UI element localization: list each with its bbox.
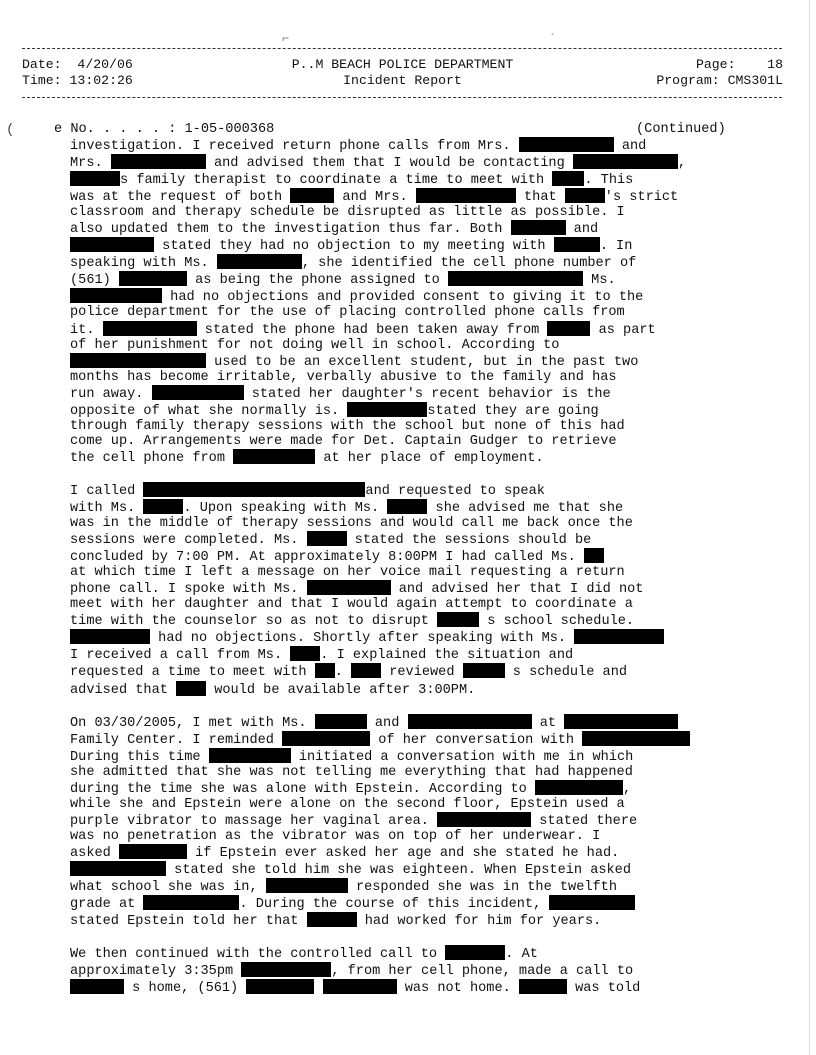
narrative-text: concluded by 7:00 PM. At approximately 8:00PM I had called Ms. bbox=[70, 550, 584, 566]
narrative-text: and bbox=[565, 222, 599, 238]
narrative-text: and requested to speak bbox=[365, 483, 545, 499]
narrative-text: at her place of employment. bbox=[315, 450, 544, 466]
narrative-text: stated the phone had been taken away from bbox=[196, 322, 548, 338]
narrative-line bbox=[70, 597, 770, 612]
redaction-block bbox=[290, 188, 334, 203]
narrative-text: as part bbox=[590, 322, 656, 338]
page-edge-shadow bbox=[809, 0, 810, 1055]
narrative-text: advised that bbox=[70, 682, 177, 698]
narrative-line bbox=[70, 449, 770, 466]
narrative-line bbox=[70, 979, 770, 996]
narrative-text: and advised them that I would be contacting bbox=[205, 156, 573, 172]
narrative-text: I received a call from Ms. bbox=[70, 648, 291, 664]
redaction-block bbox=[564, 714, 678, 729]
narrative-text: . Upon speaking with Ms. bbox=[183, 500, 388, 516]
narrative-line bbox=[70, 305, 770, 320]
narrative-text: police department for the use of placing controlled phone calls from bbox=[70, 305, 625, 321]
redaction-block bbox=[582, 731, 690, 746]
header-bottom-rule bbox=[22, 97, 782, 98]
narrative-line bbox=[70, 370, 770, 385]
redaction-block bbox=[241, 962, 331, 977]
narrative-line bbox=[70, 612, 770, 629]
narrative-text: . In bbox=[599, 239, 633, 255]
redaction-block bbox=[282, 731, 370, 746]
page-label: Page: bbox=[695, 57, 736, 72]
narrative-text: that bbox=[515, 190, 565, 206]
narrative-text: at which time I left a message on her voice mail requesting a return bbox=[70, 565, 625, 581]
narrative-line bbox=[70, 254, 770, 271]
narrative-line bbox=[70, 271, 770, 288]
redaction-block bbox=[584, 548, 604, 563]
redaction-block bbox=[143, 499, 183, 514]
narrative-text: with Ms. bbox=[70, 500, 144, 516]
redaction-block bbox=[307, 531, 347, 546]
narrative-text: and advised her that I did not bbox=[390, 582, 644, 598]
narrative-text: as being the phone assigned to bbox=[186, 273, 448, 289]
narrative-text: (561) bbox=[70, 273, 119, 289]
narrative-line bbox=[70, 205, 770, 220]
narrative-line bbox=[70, 829, 770, 844]
redaction-block bbox=[574, 629, 664, 644]
redaction-block bbox=[70, 353, 206, 368]
narrative-line bbox=[70, 681, 770, 698]
redaction-block bbox=[437, 812, 531, 827]
narrative-line bbox=[70, 338, 770, 353]
narrative-text: responded she was in the twelfth bbox=[347, 880, 617, 896]
narrative-text: classroom and therapy schedule be disrupted as little as possible. I bbox=[70, 205, 625, 221]
redaction-block bbox=[351, 663, 381, 678]
redaction-block bbox=[70, 629, 150, 644]
case-number: e No. . . . . : 1-05-000368 bbox=[54, 122, 275, 137]
narrative-line bbox=[70, 945, 770, 962]
date-label: Date: bbox=[22, 57, 62, 72]
narrative-text: also updated them to the investigation thus far. Both bbox=[70, 222, 511, 238]
narrative-line bbox=[70, 288, 770, 305]
narrative-text: requested a time to meet with bbox=[70, 665, 315, 681]
narrative-text: Family Center. I reminded bbox=[70, 732, 283, 748]
redaction-block bbox=[152, 385, 244, 400]
narrative-line bbox=[70, 912, 770, 929]
narrative-line bbox=[70, 878, 770, 895]
narrative-text: time with the counselor so as not to disrupt bbox=[70, 614, 438, 630]
narrative-text bbox=[314, 981, 322, 996]
narrative-text: We then continued with the controlled call to bbox=[70, 947, 446, 963]
redaction-block bbox=[246, 979, 314, 994]
redaction-block bbox=[437, 612, 479, 627]
redaction-block bbox=[463, 663, 505, 678]
redaction-block bbox=[217, 254, 302, 269]
redaction-block bbox=[70, 171, 120, 186]
narrative-text: stated there bbox=[531, 813, 638, 829]
narrative-line bbox=[70, 434, 770, 449]
narrative-line bbox=[70, 531, 770, 548]
narrative-text: sessions were completed. Ms. bbox=[70, 533, 307, 549]
narrative-text: . This bbox=[584, 173, 634, 189]
narrative-line bbox=[70, 629, 770, 646]
department-name: P..M BEACH POLICE DEPARTMENT bbox=[291, 57, 514, 72]
redaction-block bbox=[103, 321, 197, 336]
narrative-text: s school schedule. bbox=[479, 614, 635, 630]
narrative-text: at bbox=[531, 715, 565, 731]
narrative-text: s family therapist to coordinate a time to meet with bbox=[120, 173, 553, 189]
narrative-line bbox=[70, 731, 770, 748]
narrative-text: she admitted that she was not telling me everything that had happened bbox=[70, 764, 633, 780]
narrative-text: On 03/30/2005, I met with Ms. bbox=[70, 715, 315, 731]
redaction-block bbox=[448, 271, 583, 286]
redaction-block bbox=[408, 714, 532, 729]
narrative-line bbox=[70, 137, 770, 154]
header-date-time bbox=[22, 57, 133, 88]
narrative-text: s schedule and bbox=[504, 665, 628, 681]
narrative-text: stated she told him she was eighteen. When Epstein asked bbox=[166, 862, 631, 878]
scan-artifact-mark: ⌐ bbox=[282, 32, 290, 46]
redaction-block bbox=[416, 188, 516, 203]
redaction-block bbox=[290, 646, 320, 661]
narrative-text: and Mrs. bbox=[334, 190, 416, 206]
narrative-text: was not home. bbox=[396, 981, 519, 997]
narrative-line bbox=[70, 580, 770, 597]
redaction-block bbox=[307, 580, 391, 595]
time-label: Time: bbox=[22, 72, 62, 88]
narrative-line bbox=[70, 812, 770, 829]
redaction-block bbox=[119, 844, 187, 859]
narrative-text: of her conversation with bbox=[370, 732, 583, 748]
narrative-text: asked bbox=[70, 845, 119, 861]
redaction-block bbox=[315, 714, 367, 729]
redaction-block bbox=[315, 663, 335, 678]
narrative-text: months has become irritable, verbally abusive to the family and has bbox=[70, 369, 617, 385]
narrative-text: of her punishment for not doing well in school. According to bbox=[70, 337, 560, 353]
redaction-block bbox=[70, 237, 154, 252]
narrative-line bbox=[70, 663, 770, 680]
redaction-block bbox=[552, 171, 584, 186]
narrative-paragraph bbox=[70, 482, 770, 698]
date-value: 4/20/06 bbox=[77, 57, 133, 72]
narrative-text: purple vibrator to massage her vaginal area. bbox=[70, 813, 438, 829]
redaction-block bbox=[209, 748, 291, 763]
narrative-paragraph bbox=[70, 714, 770, 930]
redaction-block bbox=[119, 271, 187, 286]
narrative-text: investigation. I received return phone calls from Mrs. bbox=[70, 139, 519, 154]
narrative-line bbox=[70, 765, 770, 780]
redaction-block bbox=[549, 895, 635, 910]
narrative-text: stated the sessions should be bbox=[346, 533, 592, 549]
narrative-text: through family therapy sessions with the school but none of this had bbox=[70, 418, 625, 434]
narrative-text: what school she was in, bbox=[70, 880, 266, 896]
narrative-text: grade at bbox=[70, 897, 144, 913]
narrative-text: was at the request of both bbox=[70, 190, 291, 206]
narrative-text: , bbox=[622, 781, 632, 797]
redaction-block bbox=[445, 945, 505, 960]
narrative-text: opposite of what she normally is. bbox=[70, 403, 348, 419]
narrative-line bbox=[70, 220, 770, 237]
program-value: CMS301L bbox=[727, 72, 783, 88]
narrative-text: s home, (561) bbox=[124, 981, 247, 997]
narrative-text: , she identified the cell phone number of bbox=[301, 256, 637, 272]
narrative-text: I called bbox=[70, 483, 144, 499]
narrative-line bbox=[70, 402, 770, 419]
narrative-text: had worked for him for years. bbox=[356, 914, 602, 930]
narrative-text: was no penetration as the vibrator was on top of her underwear. I bbox=[70, 828, 601, 844]
redaction-block bbox=[307, 912, 357, 927]
narrative-text: approximately 3:35pm bbox=[70, 964, 242, 980]
narrative-text: she advised me that she bbox=[427, 500, 624, 516]
narrative-text: if Epstein ever asked her age and she stated he had. bbox=[186, 845, 620, 861]
redaction-block bbox=[387, 499, 427, 514]
redaction-block bbox=[519, 137, 614, 152]
narrative-text: had no objections and provided consent to giving it to the bbox=[162, 290, 644, 306]
narrative-line bbox=[70, 780, 770, 797]
page-number: 18 bbox=[767, 57, 783, 72]
narrative-text: , bbox=[677, 156, 687, 172]
redaction-block bbox=[143, 895, 239, 910]
narrative-line bbox=[70, 321, 770, 338]
redaction-block bbox=[547, 321, 590, 336]
redaction-block bbox=[573, 154, 678, 169]
narrative-line bbox=[70, 353, 770, 370]
redaction-block bbox=[111, 154, 206, 169]
narrative-text: stated they had no objection to my meeting with bbox=[154, 239, 554, 255]
narrative-line bbox=[70, 188, 770, 205]
narrative-text: speaking with Ms. bbox=[70, 256, 217, 272]
redaction-block bbox=[535, 780, 623, 795]
narrative-text: initiated a conversation with me in which bbox=[290, 749, 634, 765]
narrative-text: and bbox=[366, 715, 408, 731]
narrative-paragraph bbox=[70, 137, 770, 466]
narrative-text: run away. bbox=[70, 386, 152, 402]
narrative-text: During this time bbox=[70, 749, 209, 765]
redaction-block bbox=[323, 979, 397, 994]
redaction-block bbox=[70, 861, 166, 876]
narrative-text: was told bbox=[566, 981, 641, 997]
redaction-block bbox=[519, 979, 567, 994]
redaction-block bbox=[143, 482, 365, 497]
narrative-line bbox=[70, 895, 770, 912]
narrative-text: the cell phone from bbox=[70, 450, 234, 466]
narrative-text: . I explained the situation and bbox=[320, 648, 574, 664]
program-label: Program: bbox=[656, 72, 720, 88]
narrative-line bbox=[70, 748, 770, 765]
margin-mark: ( bbox=[6, 122, 15, 138]
narrative-line bbox=[70, 962, 770, 979]
report-narrative bbox=[70, 137, 770, 1012]
narrative-text: used to be an excellent student, but in the past two bbox=[206, 354, 639, 370]
redaction-block bbox=[176, 681, 206, 696]
narrative-line bbox=[70, 171, 770, 188]
narrative-text: meet with her daughter and that I would again attempt to coordinate a bbox=[70, 597, 633, 613]
narrative-text: . At bbox=[505, 947, 538, 963]
narrative-text: come up. Arrangements were made for Det. Captain Gudger to retrieve bbox=[70, 433, 617, 449]
narrative-text: would be available after 3:00PM. bbox=[206, 682, 476, 698]
narrative-line bbox=[70, 516, 770, 531]
narrative-text: while she and Epstein were alone on the second floor, Epstein used a bbox=[70, 796, 625, 812]
narrative-line bbox=[70, 154, 770, 171]
narrative-text: during the time she was alone with Epstein. According to bbox=[70, 781, 535, 797]
narrative-text: it. bbox=[70, 322, 103, 338]
narrative-paragraph bbox=[70, 945, 770, 996]
narrative-line bbox=[70, 844, 770, 861]
narrative-line bbox=[70, 482, 770, 499]
narrative-text: had no objections. Shortly after speaking with Ms. bbox=[150, 631, 575, 647]
narrative-line bbox=[70, 714, 770, 731]
header-department bbox=[245, 57, 560, 88]
redaction-block bbox=[565, 188, 605, 203]
narrative-text: Ms. bbox=[583, 273, 616, 289]
redaction-block bbox=[266, 878, 348, 893]
narrative-text: , from her cell phone, made a call to bbox=[331, 964, 634, 980]
narrative-text: stated her daughter's recent behavior is the bbox=[243, 386, 611, 402]
redaction-block bbox=[554, 237, 600, 252]
narrative-text: stated they are going bbox=[427, 403, 599, 419]
continued-label: (Continued) bbox=[636, 122, 726, 137]
redaction-block bbox=[70, 288, 162, 303]
narrative-text: 's strict bbox=[604, 190, 679, 206]
narrative-line bbox=[70, 797, 770, 812]
narrative-text: reviewed bbox=[381, 665, 463, 681]
redaction-block bbox=[70, 979, 124, 994]
narrative-line bbox=[70, 237, 770, 254]
redaction-block bbox=[233, 449, 315, 464]
narrative-text: . bbox=[334, 665, 352, 681]
redaction-block bbox=[347, 402, 427, 417]
redaction-block bbox=[511, 220, 566, 235]
narrative-line bbox=[70, 548, 770, 565]
report-title: Incident Report bbox=[343, 72, 462, 88]
narrative-text: phone call. I spoke with Ms. bbox=[70, 582, 307, 598]
narrative-line bbox=[70, 419, 770, 434]
narrative-text: and bbox=[613, 139, 647, 154]
narrative-text: Mrs. bbox=[70, 156, 111, 172]
narrative-text: . During the course of this incident, bbox=[239, 897, 550, 913]
header-top-rule bbox=[22, 48, 782, 49]
scan-artifact-mark: ´ bbox=[549, 32, 557, 46]
header-page-program bbox=[575, 57, 783, 88]
narrative-text: stated Epstein told her that bbox=[70, 914, 307, 930]
narrative-line bbox=[70, 565, 770, 580]
narrative-line bbox=[70, 385, 770, 402]
narrative-line bbox=[70, 861, 770, 878]
narrative-line bbox=[70, 499, 770, 516]
narrative-text: was in the middle of therapy sessions and would call me back once the bbox=[70, 516, 633, 532]
narrative-line bbox=[70, 646, 770, 663]
time-value: 13:02:26 bbox=[69, 72, 133, 88]
